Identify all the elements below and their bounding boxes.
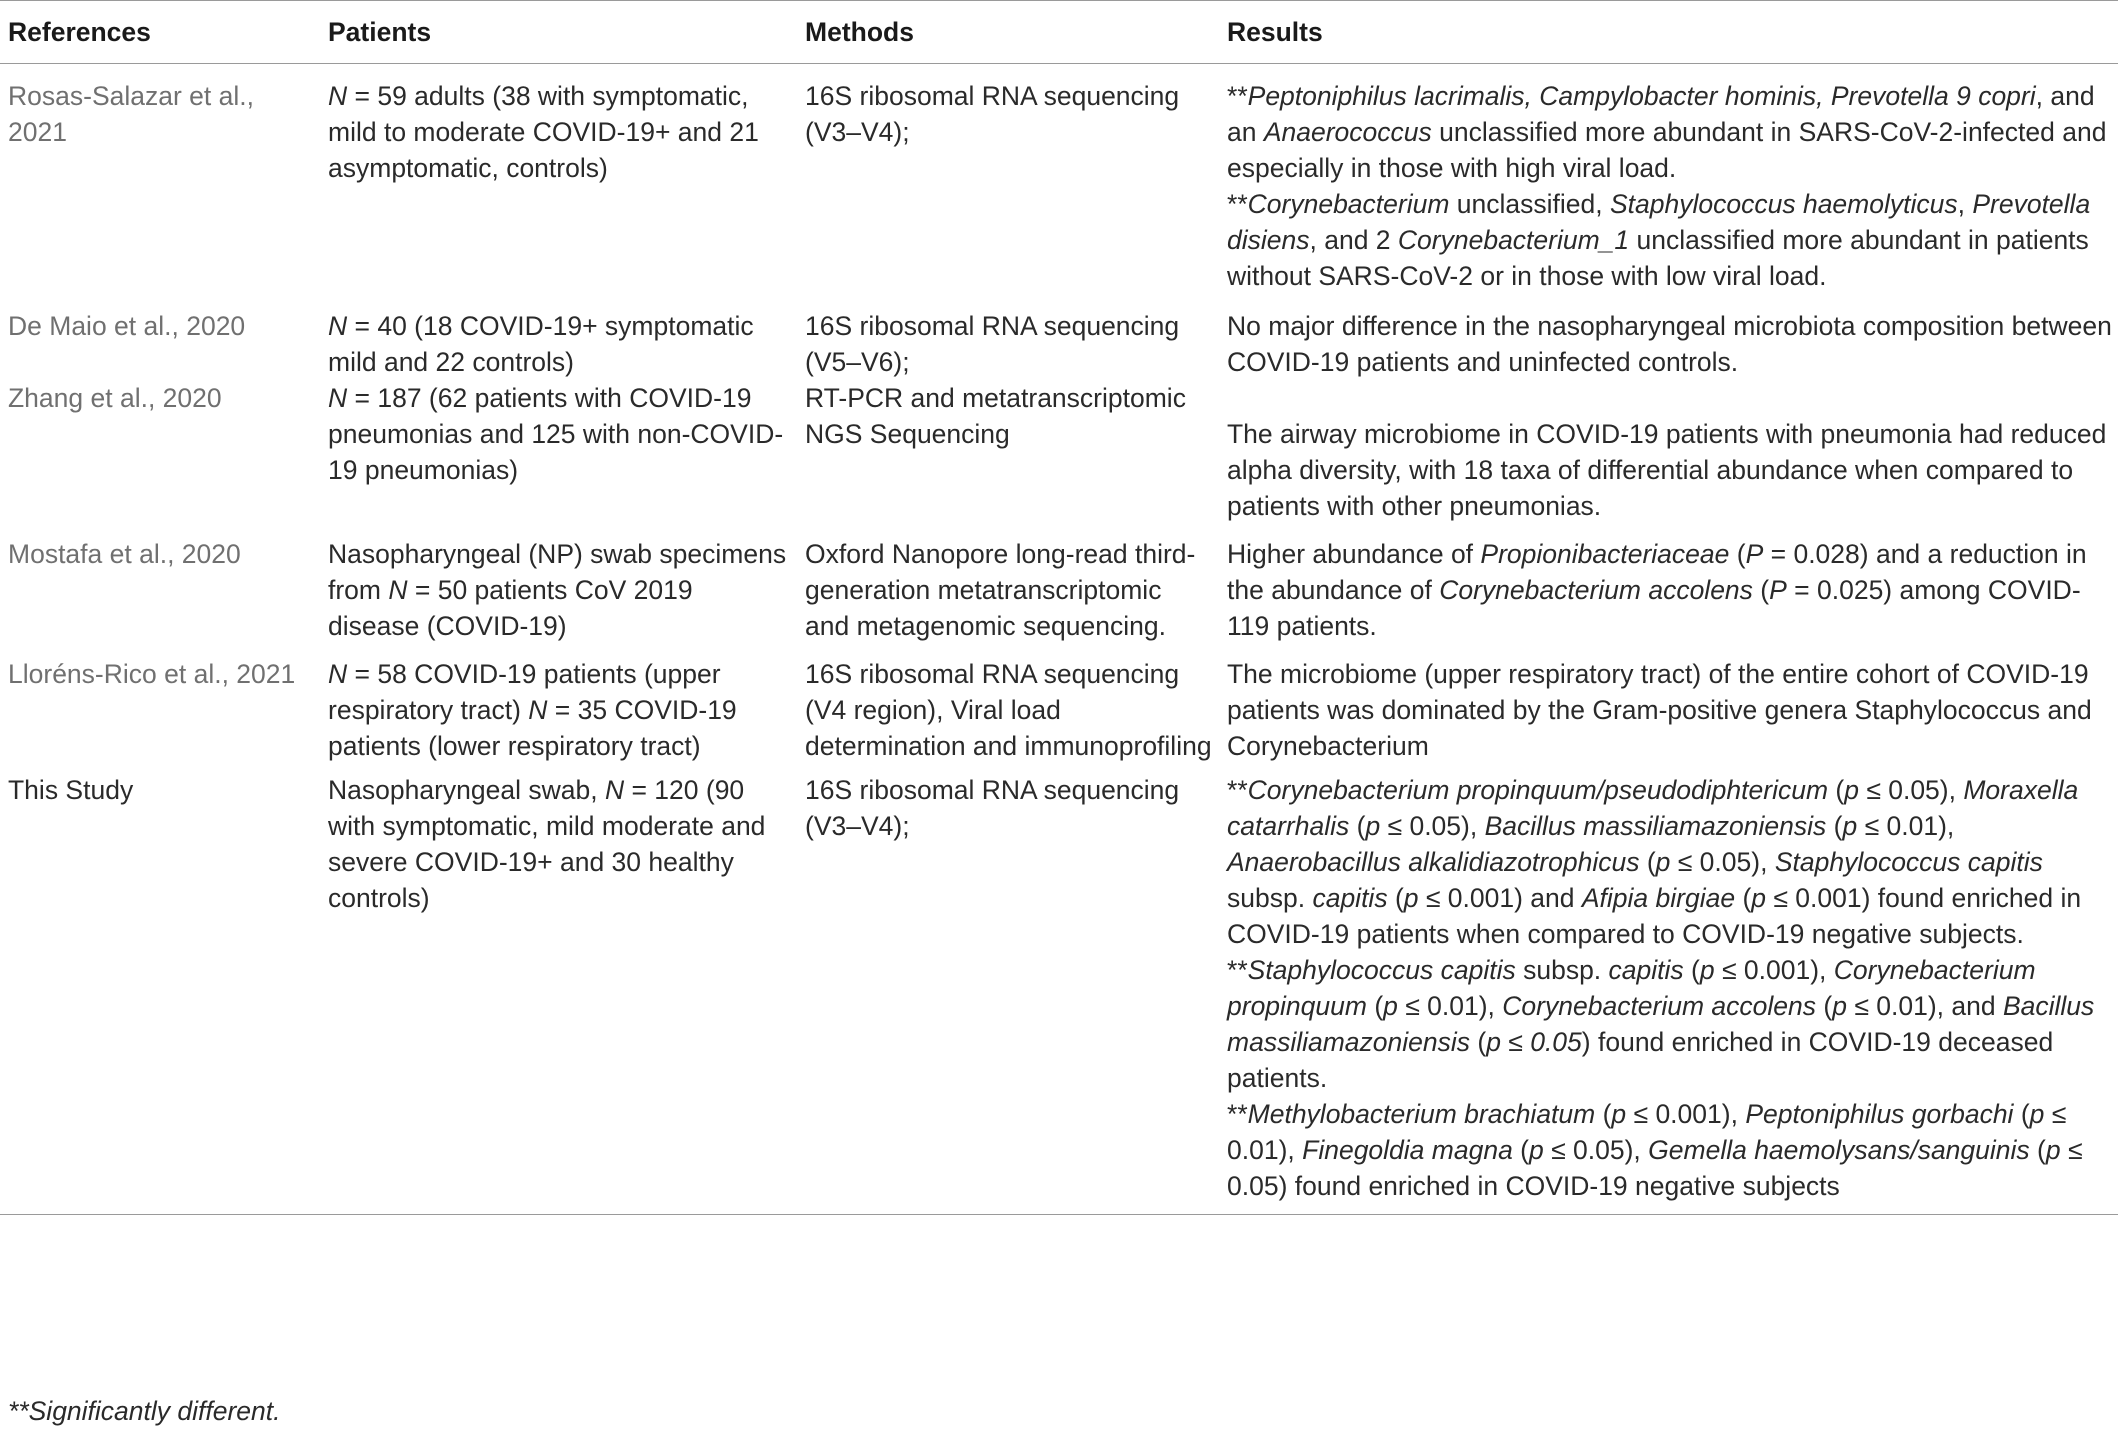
cell-patients bbox=[320, 644, 797, 764]
table-header bbox=[0, 1, 2118, 64]
cell-reference: Rosas-Salazar et al., 2021 bbox=[8, 81, 254, 147]
text-fragment: The microbiome (upper respiratory tract) of the entire cohort of COVID-19 patients was dominated by the Gram-positive genera Staphylococcus and Corynebacterium bbox=[1227, 659, 2092, 761]
blank-line bbox=[1227, 380, 2112, 416]
text-fragment: = 59 adults (38 with symptomatic, mild to moderate COVID-19+ and 21 asymptomatic, controls) bbox=[328, 81, 759, 183]
text-fragment: ( bbox=[1735, 883, 1752, 913]
italic-text: Corynebacterium propinquum bbox=[1227, 955, 2036, 1021]
text-fragment: Nasopharyngeal (NP) swab specimens from bbox=[328, 539, 787, 605]
text-fragment: ≤ 0.05), bbox=[1670, 847, 1775, 877]
text-fragment: ≤ 0.01), bbox=[1227, 1099, 2067, 1165]
italic-text: N bbox=[328, 311, 348, 341]
text-fragment: Nasopharyngeal swab, bbox=[328, 775, 605, 805]
text-fragment: ≤ 0.05), bbox=[1380, 811, 1485, 841]
italic-text: Prevotella disiens bbox=[1227, 189, 2091, 255]
text-fragment: ** bbox=[1227, 189, 1248, 219]
text-fragment: ( bbox=[1595, 1099, 1612, 1129]
text-fragment: = 35 COVID-19 patients (lower respiratory tract) bbox=[328, 695, 737, 761]
text-fragment: , bbox=[1957, 189, 1973, 219]
italic-text: Peptoniphilus lacrimalis, Campylobacter hominis, Prevotella 9 copri bbox=[1247, 81, 2036, 111]
result-paragraph bbox=[1227, 78, 2112, 186]
italic-text: p bbox=[1611, 1099, 1627, 1129]
cell-methods: 16S ribosomal RNA sequencing (V5–V6); bbox=[805, 311, 1180, 377]
italic-text: N bbox=[328, 81, 348, 111]
cell-reference: Zhang et al., 2020 bbox=[8, 383, 222, 413]
italic-text: N bbox=[604, 775, 625, 805]
result-paragraph bbox=[1227, 772, 2112, 952]
text-fragment: = 40 (18 COVID-19+ symptomatic mild and 22 controls) bbox=[328, 311, 754, 377]
text-fragment: unclassified more abundant in SARS-CoV-2-infected and especially in those with high viral load. bbox=[1227, 117, 2107, 183]
text-fragment: ≤ 0.001), bbox=[1626, 1099, 1746, 1129]
italic-text: N bbox=[528, 695, 548, 725]
text-fragment: ** bbox=[1227, 81, 1248, 111]
text-fragment: ( bbox=[1639, 847, 1656, 877]
italic-text: Corynebacterium propinquum/pseudodiphtericum bbox=[1247, 775, 1829, 805]
text-fragment: ≤ 0.01), and bbox=[1846, 991, 2003, 1021]
italic-text: Corynebacterium bbox=[1247, 189, 1450, 219]
italic-text: Moraxella catarrhalis bbox=[1227, 775, 2079, 841]
text-fragment: = 50 patients CoV 2019 disease (COVID-19) bbox=[328, 575, 693, 641]
text-fragment: ) found enriched in COVID-19 deceased patients. bbox=[1227, 1027, 2054, 1093]
header-patients: Patients bbox=[320, 1, 797, 64]
italic-text: p bbox=[1832, 991, 1847, 1021]
text-fragment: ( bbox=[1752, 575, 1770, 605]
text-fragment: , and an bbox=[1227, 81, 2095, 147]
italic-text: p bbox=[1365, 811, 1381, 841]
text-fragment: = 0.025) among COVID-119 patients. bbox=[1227, 575, 2081, 641]
header-row bbox=[0, 1, 2118, 64]
result-paragraph bbox=[1227, 308, 2112, 380]
italic-text: p bbox=[2029, 1099, 2045, 1129]
italic-text: p bbox=[2045, 1135, 2061, 1165]
italic-text: p bbox=[1403, 883, 1419, 913]
cell-results bbox=[1219, 644, 2118, 764]
italic-text: N bbox=[328, 383, 348, 413]
cell-results bbox=[1219, 64, 2118, 295]
text-fragment: = 0.028) and a reduction in the abundance of bbox=[1227, 539, 2087, 605]
italic-text: Anaerobacillus alkalidiazotrophicus bbox=[1227, 847, 1640, 877]
italic-text: Bacillus massiliamazoniensis bbox=[1227, 991, 2095, 1057]
italic-text: Staphylococcus haemolyticus bbox=[1609, 189, 1958, 219]
text-fragment: ≤ 0.01), bbox=[1397, 991, 1503, 1021]
table-row bbox=[0, 644, 2118, 764]
italic-text: Staphylococcus capitis bbox=[1247, 955, 1516, 985]
text-fragment: ( bbox=[1826, 811, 1843, 841]
result-paragraph bbox=[1227, 536, 2112, 644]
text-fragment: ** bbox=[1227, 955, 1248, 985]
text-fragment: subsp. bbox=[1227, 883, 1313, 913]
italic-text: Peptoniphilus gorbachi bbox=[1745, 1099, 2014, 1129]
italic-text: P bbox=[1745, 539, 1764, 569]
table-row bbox=[0, 380, 2118, 524]
text-fragment: ( bbox=[1470, 1027, 1487, 1057]
table-body bbox=[0, 64, 2118, 1215]
result-paragraph bbox=[1227, 952, 2112, 1096]
italic-text: Corynebacterium_1 bbox=[1397, 225, 1630, 255]
text-fragment: ( bbox=[1816, 991, 1833, 1021]
italic-text: p bbox=[1842, 811, 1858, 841]
italic-text: Corynebacterium accolens bbox=[1439, 575, 1753, 605]
cell-patients bbox=[320, 524, 797, 644]
result-paragraph bbox=[1227, 656, 2112, 764]
italic-text: p bbox=[1383, 991, 1398, 1021]
text-fragment: ( bbox=[1349, 811, 1366, 841]
cell-reference: Lloréns-Rico et al., 2021 bbox=[8, 659, 296, 689]
italic-text: N bbox=[328, 659, 348, 689]
italic-text: Staphylococcus capitis bbox=[1774, 847, 2043, 877]
text-fragment: ( bbox=[1683, 955, 1700, 985]
table-row bbox=[0, 764, 2118, 1215]
italic-text: Corynebacterium accolens bbox=[1502, 991, 1817, 1021]
italic-text: Gemella haemolysans/sanguinis bbox=[1648, 1135, 2030, 1165]
italic-text: Bacillus massiliamazoniensis bbox=[1484, 811, 1827, 841]
text-fragment: ( bbox=[1729, 539, 1746, 569]
cell-reference: De Maio et al., 2020 bbox=[8, 311, 246, 341]
italic-text: N bbox=[388, 575, 408, 605]
text-fragment: The airway microbiome in COVID-19 patients with pneumonia had reduced alpha diversity, with 18 taxa of differential abundance when compared to patients with other pneumonias. bbox=[1227, 419, 2107, 521]
text-fragment: ** bbox=[1227, 1099, 1248, 1129]
text-fragment: ≤ 0.01), bbox=[1857, 811, 1955, 841]
text-fragment: ≤ 0.05) found enriched in COVID-19 negative subjects bbox=[1227, 1135, 2083, 1201]
text-fragment: = 58 COVID-19 patients (upper respiratory tract) bbox=[328, 659, 721, 725]
cell-methods: 16S ribosomal RNA sequencing (V3–V4); bbox=[805, 81, 1180, 147]
text-fragment: No major difference in the nasopharyngeal microbiota composition between COVID-19 patients and uninfected controls. bbox=[1227, 311, 2112, 377]
italic-text: p ≤ 0.05 bbox=[1486, 1027, 1582, 1057]
italic-text: p bbox=[1751, 883, 1767, 913]
text-fragment: ** bbox=[1227, 775, 1248, 805]
header-references: References bbox=[0, 1, 320, 64]
text-fragment: = 120 (90 with symptomatic, mild moderate and severe COVID-19+ and 30 healthy controls) bbox=[328, 775, 766, 913]
cell-patients bbox=[320, 64, 797, 295]
text-fragment: = 187 (62 patients with COVID-19 pneumonias and 125 with non-COVID-19 pneumonias) bbox=[328, 383, 784, 485]
cell-patients bbox=[320, 764, 797, 1215]
text-fragment: ≤ 0.05), bbox=[1858, 775, 1964, 805]
table-row bbox=[0, 294, 2118, 380]
footnote: **Significantly different. bbox=[8, 1396, 281, 1426]
text-fragment: ≤ 0.001) found enriched in COVID-19 patients when compared to COVID-19 negative subjects. bbox=[1227, 883, 2082, 949]
italic-text: capitis bbox=[1312, 883, 1388, 913]
table-row bbox=[0, 524, 2118, 644]
cell-methods: RT-PCR and metatranscriptomic NGS Sequencing bbox=[805, 383, 1186, 449]
cell-results bbox=[1219, 380, 2118, 524]
italic-text: p bbox=[1529, 1135, 1544, 1165]
text-fragment: ( bbox=[2029, 1135, 2046, 1165]
text-fragment: ( bbox=[1828, 775, 1845, 805]
italic-text: p bbox=[1699, 955, 1715, 985]
cell-patients bbox=[320, 380, 797, 524]
table-row bbox=[0, 64, 2118, 295]
italic-text: capitis bbox=[1608, 955, 1684, 985]
text-fragment: ( bbox=[1512, 1135, 1529, 1165]
italic-text: Propionibacteriaceae bbox=[1480, 539, 1730, 569]
cell-methods: 16S ribosomal RNA sequencing (V4 region), Viral load determination and immunoprofiling bbox=[805, 659, 1212, 761]
header-methods: Methods bbox=[797, 1, 1219, 64]
text-fragment: ≤ 0.001), bbox=[1714, 955, 1834, 985]
text-fragment: ( bbox=[1366, 991, 1384, 1021]
italic-text: Finegoldia magna bbox=[1302, 1135, 1513, 1165]
italic-text: p bbox=[1655, 847, 1671, 877]
text-fragment: ( bbox=[1387, 883, 1404, 913]
result-paragraph bbox=[1227, 1096, 2112, 1204]
header-results: Results bbox=[1219, 1, 2118, 64]
text-fragment: unclassified more abundant in patients without SARS-CoV-2 or in those with low viral load. bbox=[1227, 225, 2089, 291]
text-fragment: unclassified, bbox=[1449, 189, 1610, 219]
cell-methods: 16S ribosomal RNA sequencing (V3–V4); bbox=[797, 764, 1219, 1215]
cell-results bbox=[1219, 294, 2118, 380]
cell-reference: This Study bbox=[0, 764, 320, 1215]
italic-text: Methylobacterium brachiatum bbox=[1247, 1099, 1596, 1129]
text-fragment: , and 2 bbox=[1309, 225, 1398, 255]
cell-results bbox=[1219, 524, 2118, 644]
result-paragraph bbox=[1227, 186, 2112, 294]
cell-methods: Oxford Nanopore long-read third-generation metatranscriptomic and metagenomic sequencing. bbox=[805, 539, 1196, 641]
italic-text: Anaerococcus bbox=[1263, 117, 1432, 147]
italic-text: P bbox=[1769, 575, 1787, 605]
text-fragment: subsp. bbox=[1515, 955, 1609, 985]
cell-results bbox=[1219, 764, 2118, 1215]
text-fragment: Higher abundance of bbox=[1227, 539, 1481, 569]
cell-reference: Mostafa et al., 2020 bbox=[8, 539, 241, 569]
italic-text: p bbox=[1844, 775, 1859, 805]
text-fragment: ( bbox=[2013, 1099, 2030, 1129]
text-fragment: ≤ 0.05), bbox=[1543, 1135, 1649, 1165]
text-fragment: ≤ 0.001) and bbox=[1418, 883, 1582, 913]
result-paragraph bbox=[1227, 416, 2112, 524]
italic-text: Afipia birgiae bbox=[1581, 883, 1736, 913]
cell-patients bbox=[320, 294, 797, 380]
